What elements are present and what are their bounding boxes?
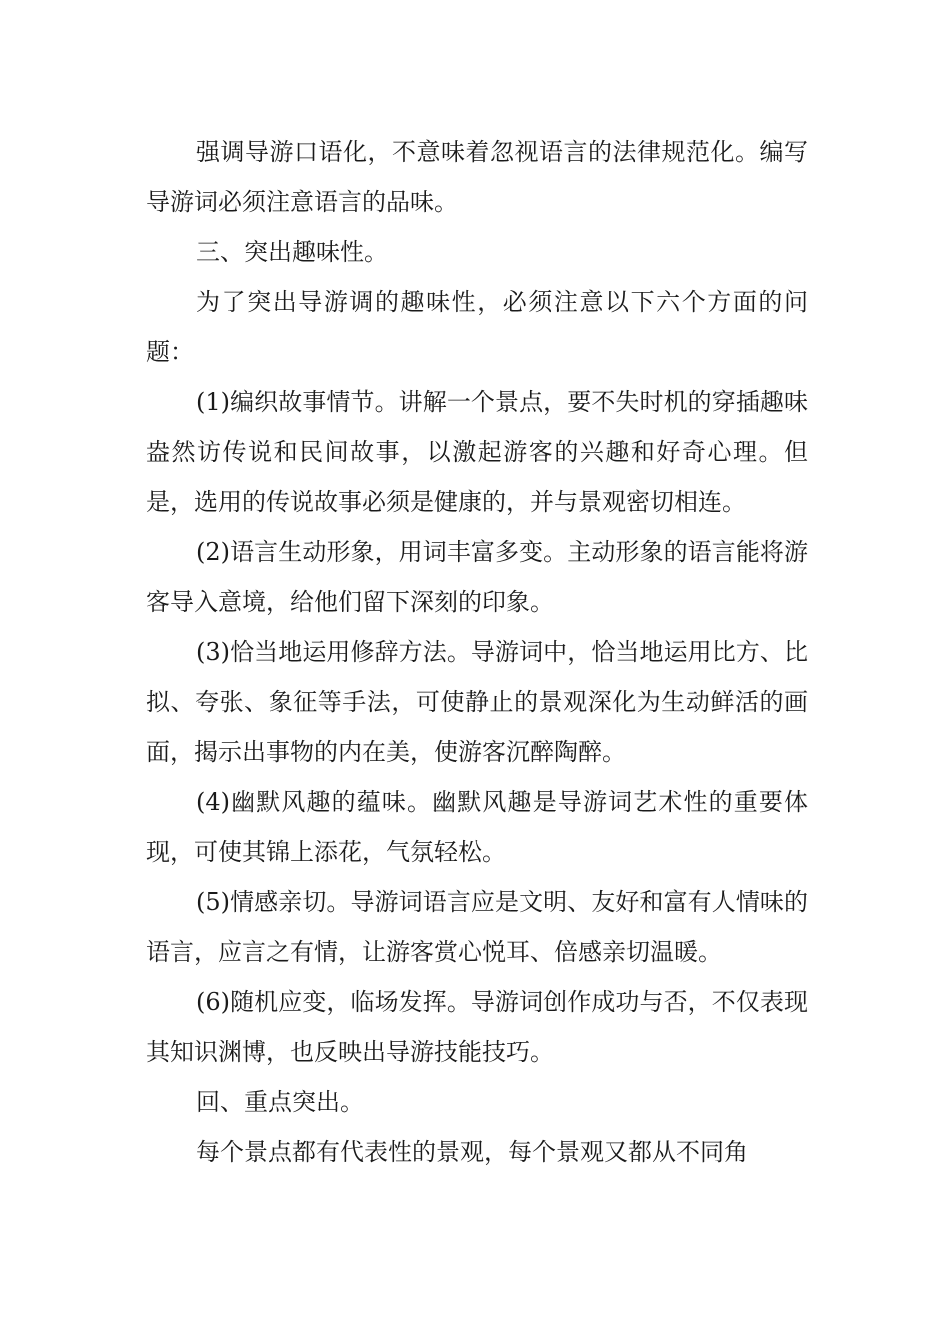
list-item-1: (1)编织故事情节。讲解一个景点，要不失时机的穿插趣味盎然访传说和民间故事，以激起游客的兴趣和好奇心理。但是，选用的传说故事必须是健康的，并与景观密切相连。 [146,388,808,516]
paragraph-last: 每个景点都有代表性的景观，每个景观又都从不同角 [196,1138,748,1166]
section-heading-3: 三、突出趣味性。 [196,238,388,266]
document-body [146,127,808,1177]
section-heading-4: 回、重点突出。 [196,1088,364,1116]
list-item-2: (2)语言生动形象，用词丰富多变。主动形象的语言能将游客导入意境，给他们留下深刻的印象。 [146,538,808,616]
list-item-5: (5)情感亲切。导游词语言应是文明、友好和富有人情味的语言，应言之有情，让游客赏心悦耳、倍感亲切温暖。 [146,888,808,966]
list-item-3: (3)恰当地运用修辞方法。导游词中，恰当地运用比方、比拟、夸张、象征等手法，可使静止的景观深化为生动鲜活的画面，揭示出事物的内在美，使游客沉醉陶醉。 [146,638,808,766]
list-item-6: (6)随机应变，临场发挥。导游词创作成功与否，不仅表现其知识渊博，也反映出导游技能技巧。 [146,988,808,1066]
paragraph-intro: 为了突出导游调的趣味性，必须注意以下六个方面的问题： [146,288,808,366]
paragraph-1: 强调导游口语化，不意味着忽视语言的法律规范化。编写导游词必须注意语言的品味。 [146,138,808,216]
list-item-4: (4)幽默风趣的蕴味。幽默风趣是导游词艺术性的重要体现，可使其锦上添花，气氛轻松。 [146,788,808,866]
